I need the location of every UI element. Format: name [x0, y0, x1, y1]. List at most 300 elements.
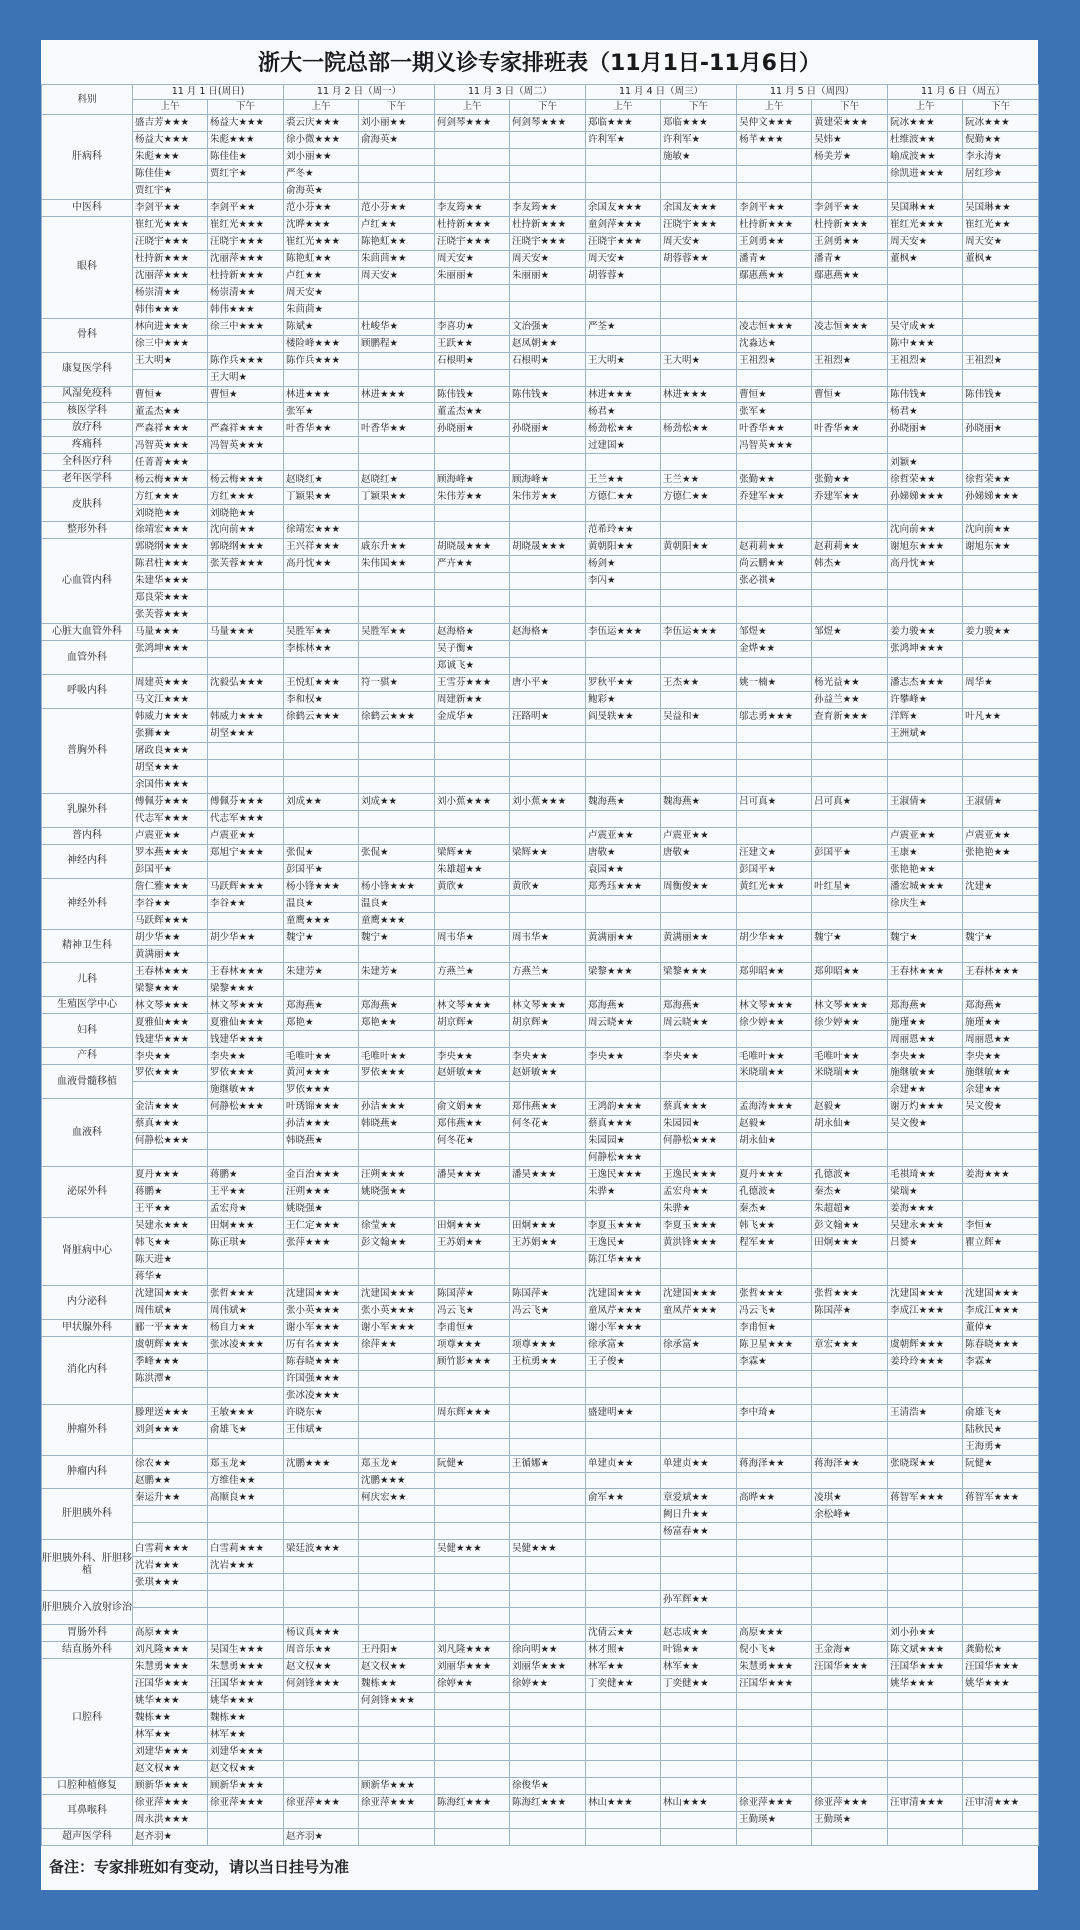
schedule-row: [42, 437, 1039, 454]
doctor-cell: 陈伟钱★: [435, 386, 510, 403]
doctor-cell: 郑艳★★: [359, 1014, 435, 1031]
doctor-cell: 孙洁★★★: [359, 1099, 435, 1116]
doctor-cell: [963, 607, 1039, 624]
doctor-cell: 王大明★: [133, 352, 208, 369]
doctor-cell: 陈春晓★★★: [284, 1353, 359, 1370]
doctor-cell: 张芙蓉★★★: [208, 556, 284, 573]
doctor-cell: [888, 742, 963, 759]
doctor-cell: [510, 742, 586, 759]
doctor-cell: [359, 1251, 435, 1268]
doctor-cell: [963, 1116, 1039, 1133]
doctor-cell: 夏雅仙★★★: [133, 1014, 208, 1031]
schedule-row: [42, 386, 1039, 403]
doctor-cell: [586, 776, 661, 793]
doctor-cell: [963, 759, 1039, 776]
doctor-cell: [359, 1268, 435, 1285]
doctor-cell: [359, 1608, 435, 1625]
schedule-row: [42, 115, 1039, 132]
doctor-cell: [888, 1523, 963, 1540]
doctor-cell: [963, 1693, 1039, 1710]
doctor-cell: [812, 1421, 888, 1438]
doctor-cell: [510, 1133, 586, 1150]
doctor-cell: [661, 1438, 737, 1455]
doctor-cell: 屠政良★★★: [133, 742, 208, 759]
doctor-cell: 徐亚萍★★★: [359, 1794, 435, 1811]
doctor-cell: 谢小军★★★: [359, 1319, 435, 1336]
doctor-cell: 王剑勇★★: [737, 233, 812, 250]
doctor-cell: [737, 1608, 812, 1625]
doctor-cell: [284, 454, 359, 471]
doctor-cell: [435, 301, 510, 318]
doctor-cell: 魏栋★★: [133, 1710, 208, 1727]
doctor-cell: [435, 980, 510, 997]
doctor-cell: 徐承富★: [661, 1336, 737, 1353]
doctor-cell: 毛唯叶★★: [737, 1048, 812, 1065]
doctor-cell: 潘昊★★★: [435, 1167, 510, 1184]
doctor-cell: 张小英★★★: [359, 1302, 435, 1319]
doctor-cell: [586, 1760, 661, 1777]
doctor-cell: 王杭勇★★: [510, 1353, 586, 1370]
doctor-cell: [737, 284, 812, 301]
doctor-cell: [208, 1370, 284, 1387]
doctor-cell: 陈天进★: [133, 1251, 208, 1268]
doctor-cell: [737, 1727, 812, 1744]
doctor-cell: 徐哲荣★★: [963, 471, 1039, 488]
schedule-row: [42, 1760, 1039, 1777]
doctor-cell: 顾海峰★: [510, 471, 586, 488]
doctor-cell: [963, 1133, 1039, 1150]
schedule-row: [42, 216, 1039, 233]
schedule-row: [42, 182, 1039, 199]
doctor-cell: [661, 556, 737, 573]
doctor-cell: [888, 1557, 963, 1574]
doctor-cell: 白雪莉★★★: [208, 1540, 284, 1557]
doctor-cell: 吴益和★: [661, 708, 737, 725]
doctor-cell: 王逸民★★★: [661, 1167, 737, 1184]
doctor-cell: [963, 318, 1039, 335]
doctor-cell: [963, 1811, 1039, 1828]
department-name: 消化内科: [42, 1336, 133, 1404]
doctor-cell: 马跃辉★★★: [208, 878, 284, 895]
doctor-cell: 单建贞★★: [586, 1455, 661, 1472]
doctor-cell: 潘宏城★★★: [888, 878, 963, 895]
doctor-cell: [737, 1540, 812, 1557]
doctor-cell: [812, 1251, 888, 1268]
doctor-cell: [661, 165, 737, 182]
doctor-cell: [812, 1625, 888, 1642]
doctor-cell: 孙军辉★★: [661, 1591, 737, 1608]
schedule-row: [42, 1828, 1039, 1845]
doctor-cell: [888, 1506, 963, 1523]
doctor-cell: 张萍★★★: [284, 1234, 359, 1251]
doctor-cell: [661, 759, 737, 776]
department-name: 心脏大血管外科: [42, 624, 133, 641]
doctor-cell: 陆秋民★: [963, 1421, 1039, 1438]
schedule-row: [42, 895, 1039, 912]
doctor-cell: 姜力骏★★: [963, 624, 1039, 641]
doctor-cell: [963, 946, 1039, 963]
doctor-cell: 汪晓宇★★★: [133, 233, 208, 250]
doctor-cell: [359, 454, 435, 471]
doctor-cell: 李央★★: [586, 1048, 661, 1065]
doctor-cell: 吴守成★★: [888, 318, 963, 335]
doctor-cell: 黄满丽★★: [133, 946, 208, 963]
doctor-cell: [963, 454, 1039, 471]
doctor-cell: 赵毅★: [812, 1099, 888, 1116]
doctor-cell: 刘小丽★★: [359, 115, 435, 132]
doctor-cell: [208, 641, 284, 658]
doctor-cell: [812, 1777, 888, 1794]
doctor-cell: 符一骐★: [359, 674, 435, 691]
schedule-row: [42, 369, 1039, 386]
doctor-cell: [510, 691, 586, 708]
doctor-cell: 何剑琴★★★: [510, 115, 586, 132]
doctor-cell: 林军★★: [208, 1727, 284, 1744]
doctor-cell: 朱伟芳★★: [510, 488, 586, 505]
doctor-cell: 赵毅★: [737, 1116, 812, 1133]
doctor-cell: [359, 437, 435, 454]
doctor-cell: 张艳艳★★: [963, 844, 1039, 861]
doctor-cell: [661, 1421, 737, 1438]
department-name: 肾脏病中心: [42, 1217, 133, 1285]
doctor-cell: [435, 1523, 510, 1540]
doctor-cell: 杨益大★★★: [208, 115, 284, 132]
doctor-cell: [510, 284, 586, 301]
doctor-cell: 汪路明★: [510, 708, 586, 725]
day-header: 11 月 1 日(周日): [133, 85, 284, 100]
doctor-cell: 彭国平★: [737, 861, 812, 878]
doctor-cell: 方红★★★: [133, 488, 208, 505]
doctor-cell: [208, 1387, 284, 1404]
doctor-cell: 郑临★★★: [586, 115, 661, 132]
doctor-cell: 彭文翰★★: [359, 1234, 435, 1251]
doctor-cell: [661, 1828, 737, 1845]
doctor-cell: 李霖★: [737, 1353, 812, 1370]
doctor-cell: 冯云飞★: [435, 1302, 510, 1319]
doctor-cell: [510, 301, 586, 318]
doctor-cell: 卢震亚★★: [888, 827, 963, 844]
doctor-cell: [963, 810, 1039, 827]
doctor-cell: [586, 1065, 661, 1082]
schedule-row: [42, 1353, 1039, 1370]
doctor-cell: 周天安★: [661, 233, 737, 250]
doctor-cell: [737, 1828, 812, 1845]
doctor-cell: [208, 912, 284, 929]
doctor-cell: 周韦华★: [510, 929, 586, 946]
doctor-cell: [586, 1031, 661, 1048]
doctor-cell: 赵文权★★: [208, 1760, 284, 1777]
doctor-cell: 陈国萍★: [435, 1285, 510, 1302]
schedule-row: [42, 1472, 1039, 1489]
doctor-cell: 李央★★: [963, 1048, 1039, 1065]
doctor-cell: [661, 980, 737, 997]
doctor-cell: [208, 1523, 284, 1540]
department-name: 疼痛科: [42, 437, 133, 454]
doctor-cell: 赵晓红★: [284, 471, 359, 488]
doctor-cell: 徐靖宏★★★: [284, 522, 359, 539]
department-name: 风湿免疫科: [42, 386, 133, 403]
doctor-cell: 赵文权★★: [133, 1760, 208, 1777]
doctor-cell: [963, 1574, 1039, 1591]
doctor-cell: 李谷★★: [133, 895, 208, 912]
doctor-cell: [586, 1777, 661, 1794]
doctor-cell: [586, 1082, 661, 1099]
pm-header: 下午: [812, 100, 888, 115]
doctor-cell: 黄建荣★★★: [812, 115, 888, 132]
department-name: 中医科: [42, 199, 133, 216]
doctor-cell: 许利军★: [586, 131, 661, 148]
doctor-cell: [510, 1268, 586, 1285]
doctor-cell: 过建国★: [586, 437, 661, 454]
doctor-cell: 汪建文★: [737, 844, 812, 861]
doctor-cell: 陈中★★★: [888, 335, 963, 352]
doctor-cell: 徐亚萍★★★: [737, 1794, 812, 1811]
doctor-cell: [284, 1251, 359, 1268]
doctor-cell: 张军★: [284, 403, 359, 420]
doctor-cell: [737, 301, 812, 318]
doctor-cell: 季峰★★★: [133, 1353, 208, 1370]
doctor-cell: 阮冰★★★: [963, 115, 1039, 132]
doctor-cell: 胡永仙★: [737, 1133, 812, 1150]
doctor-cell: 黄河★★★: [284, 1065, 359, 1082]
doctor-cell: 陈艳虹★★: [359, 233, 435, 250]
doctor-cell: [284, 505, 359, 522]
doctor-cell: [586, 301, 661, 318]
doctor-cell: 范小芬★★: [284, 199, 359, 216]
doctor-cell: [284, 1506, 359, 1523]
doctor-cell: [359, 182, 435, 199]
doctor-cell: 董倬★: [963, 1319, 1039, 1336]
doctor-cell: 魏宁★: [359, 929, 435, 946]
doctor-cell: [359, 1540, 435, 1557]
doctor-cell: 刘小蕉★★★: [435, 793, 510, 810]
doctor-cell: [963, 573, 1039, 590]
doctor-cell: 林文琴★★★: [510, 997, 586, 1014]
doctor-cell: [359, 590, 435, 607]
doctor-cell: [812, 980, 888, 997]
doctor-cell: [888, 1319, 963, 1336]
doctor-cell: 吴国生★★★: [208, 1642, 284, 1659]
doctor-cell: 王祖烈★: [888, 352, 963, 369]
doctor-cell: [510, 1693, 586, 1710]
doctor-cell: 林文琴★★★: [737, 997, 812, 1014]
doctor-cell: 马量★★★: [133, 624, 208, 641]
doctor-cell: 毛唯叶★★: [812, 1048, 888, 1065]
doctor-cell: [510, 1387, 586, 1404]
doctor-cell: [284, 1489, 359, 1506]
schedule-row: [42, 352, 1039, 369]
doctor-cell: [586, 1744, 661, 1761]
department-name: 妇科: [42, 1014, 133, 1048]
doctor-cell: [888, 1472, 963, 1489]
doctor-cell: 石根明★: [435, 352, 510, 369]
doctor-cell: 赵莉莉★★: [737, 539, 812, 556]
doctor-cell: [661, 1540, 737, 1557]
doctor-cell: 王平★★: [208, 1184, 284, 1201]
doctor-cell: 孔德波★: [812, 1167, 888, 1184]
doctor-cell: [963, 1760, 1039, 1777]
doctor-cell: 范希玲★★: [586, 522, 661, 539]
doctor-cell: 周伟斌★: [208, 1302, 284, 1319]
doctor-cell: [284, 1591, 359, 1608]
doctor-cell: 陈国萍★: [812, 1302, 888, 1319]
doctor-cell: [208, 1625, 284, 1642]
doctor-cell: [284, 946, 359, 963]
doctor-cell: 许晓东★: [284, 1404, 359, 1421]
doctor-cell: [208, 335, 284, 352]
doctor-cell: 戚东升★★: [359, 539, 435, 556]
doctor-cell: 李剑平★★: [133, 199, 208, 216]
doctor-cell: 李喜功★: [435, 318, 510, 335]
doctor-cell: 蒋海泽★★: [737, 1455, 812, 1472]
doctor-cell: 郑海燕★: [284, 997, 359, 1014]
doctor-cell: 沈建国★★★: [359, 1285, 435, 1302]
doctor-cell: 沈建国★★★: [888, 1285, 963, 1302]
doctor-cell: [510, 1811, 586, 1828]
doctor-cell: [284, 1744, 359, 1761]
schedule-row: [42, 1201, 1039, 1218]
doctor-cell: 姜玲玲★★★: [888, 1353, 963, 1370]
doctor-cell: 谢小军★★★: [284, 1319, 359, 1336]
doctor-cell: [359, 1574, 435, 1591]
doctor-cell: 徐三中★★★: [208, 318, 284, 335]
doctor-cell: 李成江★★★: [888, 1302, 963, 1319]
doctor-cell: 赵莉莉★★: [812, 539, 888, 556]
doctor-cell: 詹仁雅★★★: [133, 878, 208, 895]
doctor-cell: [586, 1540, 661, 1557]
doctor-cell: 张勤★★: [737, 471, 812, 488]
schedule-row: [42, 1133, 1039, 1150]
doctor-cell: [888, 301, 963, 318]
doctor-cell: 李中琦★: [737, 1404, 812, 1421]
schedule-row: [42, 607, 1039, 624]
doctor-cell: [661, 1370, 737, 1387]
doctor-cell: 许国强★★★: [284, 1370, 359, 1387]
doctor-cell: [510, 148, 586, 165]
doctor-cell: 任菁菁★★★: [133, 454, 208, 471]
doctor-cell: 刘颖★: [888, 454, 963, 471]
doctor-cell: [510, 1506, 586, 1523]
schedule-row: [42, 725, 1039, 742]
doctor-cell: [963, 1201, 1039, 1218]
doctor-cell: [435, 165, 510, 182]
day-header: 11 月 5 日（周四）: [737, 85, 888, 100]
doctor-cell: [888, 590, 963, 607]
doctor-cell: 阮健★: [963, 1455, 1039, 1472]
footnote: 备注：专家排班如有变动，请以当日挂号为准: [49, 1858, 350, 1876]
doctor-cell: [435, 1828, 510, 1845]
doctor-cell: [737, 1082, 812, 1099]
doctor-cell: 李甫恒★: [435, 1319, 510, 1336]
doctor-cell: 刘成★★: [284, 793, 359, 810]
doctor-cell: 梁黎★★★: [208, 980, 284, 997]
doctor-cell: [963, 590, 1039, 607]
doctor-cell: [737, 1574, 812, 1591]
schedule-row: [42, 776, 1039, 793]
doctor-cell: [661, 1608, 737, 1625]
doctor-cell: [888, 1387, 963, 1404]
schedule-row: [42, 674, 1039, 691]
doctor-cell: [284, 827, 359, 844]
doctor-cell: 朱伟国★★: [359, 556, 435, 573]
doctor-cell: 杨云梅★★★: [133, 471, 208, 488]
doctor-cell: [510, 403, 586, 420]
doctor-cell: [284, 1150, 359, 1167]
doctor-cell: [963, 1591, 1039, 1608]
doctor-cell: [661, 912, 737, 929]
doctor-cell: 冯云飞★: [510, 1302, 586, 1319]
doctor-cell: 赵志成★★: [661, 1625, 737, 1642]
schedule-row: [42, 1370, 1039, 1387]
doctor-cell: [359, 148, 435, 165]
doctor-cell: 刘剑★★★: [133, 1421, 208, 1438]
doctor-cell: [812, 522, 888, 539]
doctor-cell: 黄洪锋★★★: [661, 1234, 737, 1251]
doctor-cell: 朱茴茴★: [284, 301, 359, 318]
doctor-cell: 朱超超★: [812, 1201, 888, 1218]
doctor-cell: 徐少婷★★: [737, 1014, 812, 1031]
doctor-cell: 刘小丽★★: [284, 148, 359, 165]
doctor-cell: 胡少华★★: [737, 929, 812, 946]
doctor-cell: [812, 658, 888, 675]
doctor-cell: [963, 1608, 1039, 1625]
doctor-cell: 龚勤松★: [963, 1642, 1039, 1659]
doctor-cell: [586, 759, 661, 776]
doctor-cell: 周衡俊★★: [661, 878, 737, 895]
doctor-cell: 沈建国★★★: [661, 1285, 737, 1302]
doctor-cell: 顾海峰★: [435, 471, 510, 488]
doctor-cell: 张冰凌★★★: [284, 1387, 359, 1404]
doctor-cell: 李伍运★★★: [661, 624, 737, 641]
doctor-cell: 毛祺琦★★: [888, 1167, 963, 1184]
doctor-cell: [963, 895, 1039, 912]
doctor-cell: 吴胜军★★: [359, 624, 435, 641]
doctor-cell: 潘青★: [812, 250, 888, 267]
doctor-cell: [812, 1693, 888, 1710]
doctor-cell: [661, 182, 737, 199]
doctor-cell: [133, 1387, 208, 1404]
doctor-cell: [737, 1251, 812, 1268]
doctor-cell: [284, 607, 359, 624]
doctor-cell: [737, 454, 812, 471]
doctor-cell: [812, 182, 888, 199]
doctor-cell: 梁辉★★: [510, 844, 586, 861]
doctor-cell: 何静松★★★: [661, 1133, 737, 1150]
doctor-cell: 徐鹤云★★★: [284, 708, 359, 725]
doctor-cell: 汪国华★★★: [737, 1676, 812, 1693]
doctor-cell: [359, 1421, 435, 1438]
doctor-cell: [963, 658, 1039, 675]
doctor-cell: 叶锦★★: [661, 1642, 737, 1659]
doctor-cell: 刘成★★: [359, 793, 435, 810]
doctor-cell: 陈君柱★★★: [133, 556, 208, 573]
doctor-cell: [284, 1760, 359, 1777]
doctor-cell: 高顺良★★: [208, 1489, 284, 1506]
doctor-cell: [586, 165, 661, 182]
doctor-cell: [284, 725, 359, 742]
doctor-cell: 吴国琳★★: [888, 199, 963, 216]
doctor-cell: [359, 742, 435, 759]
doctor-cell: [812, 1370, 888, 1387]
department-name: 心血管内科: [42, 539, 133, 624]
doctor-cell: 徐农★★: [133, 1455, 208, 1472]
doctor-cell: [586, 1387, 661, 1404]
doctor-cell: 赵齐羽★: [133, 1828, 208, 1845]
doctor-cell: [888, 759, 963, 776]
doctor-cell: [359, 352, 435, 369]
department-name: 皮肤科: [42, 488, 133, 522]
doctor-cell: 陈艳虹★★: [284, 250, 359, 267]
